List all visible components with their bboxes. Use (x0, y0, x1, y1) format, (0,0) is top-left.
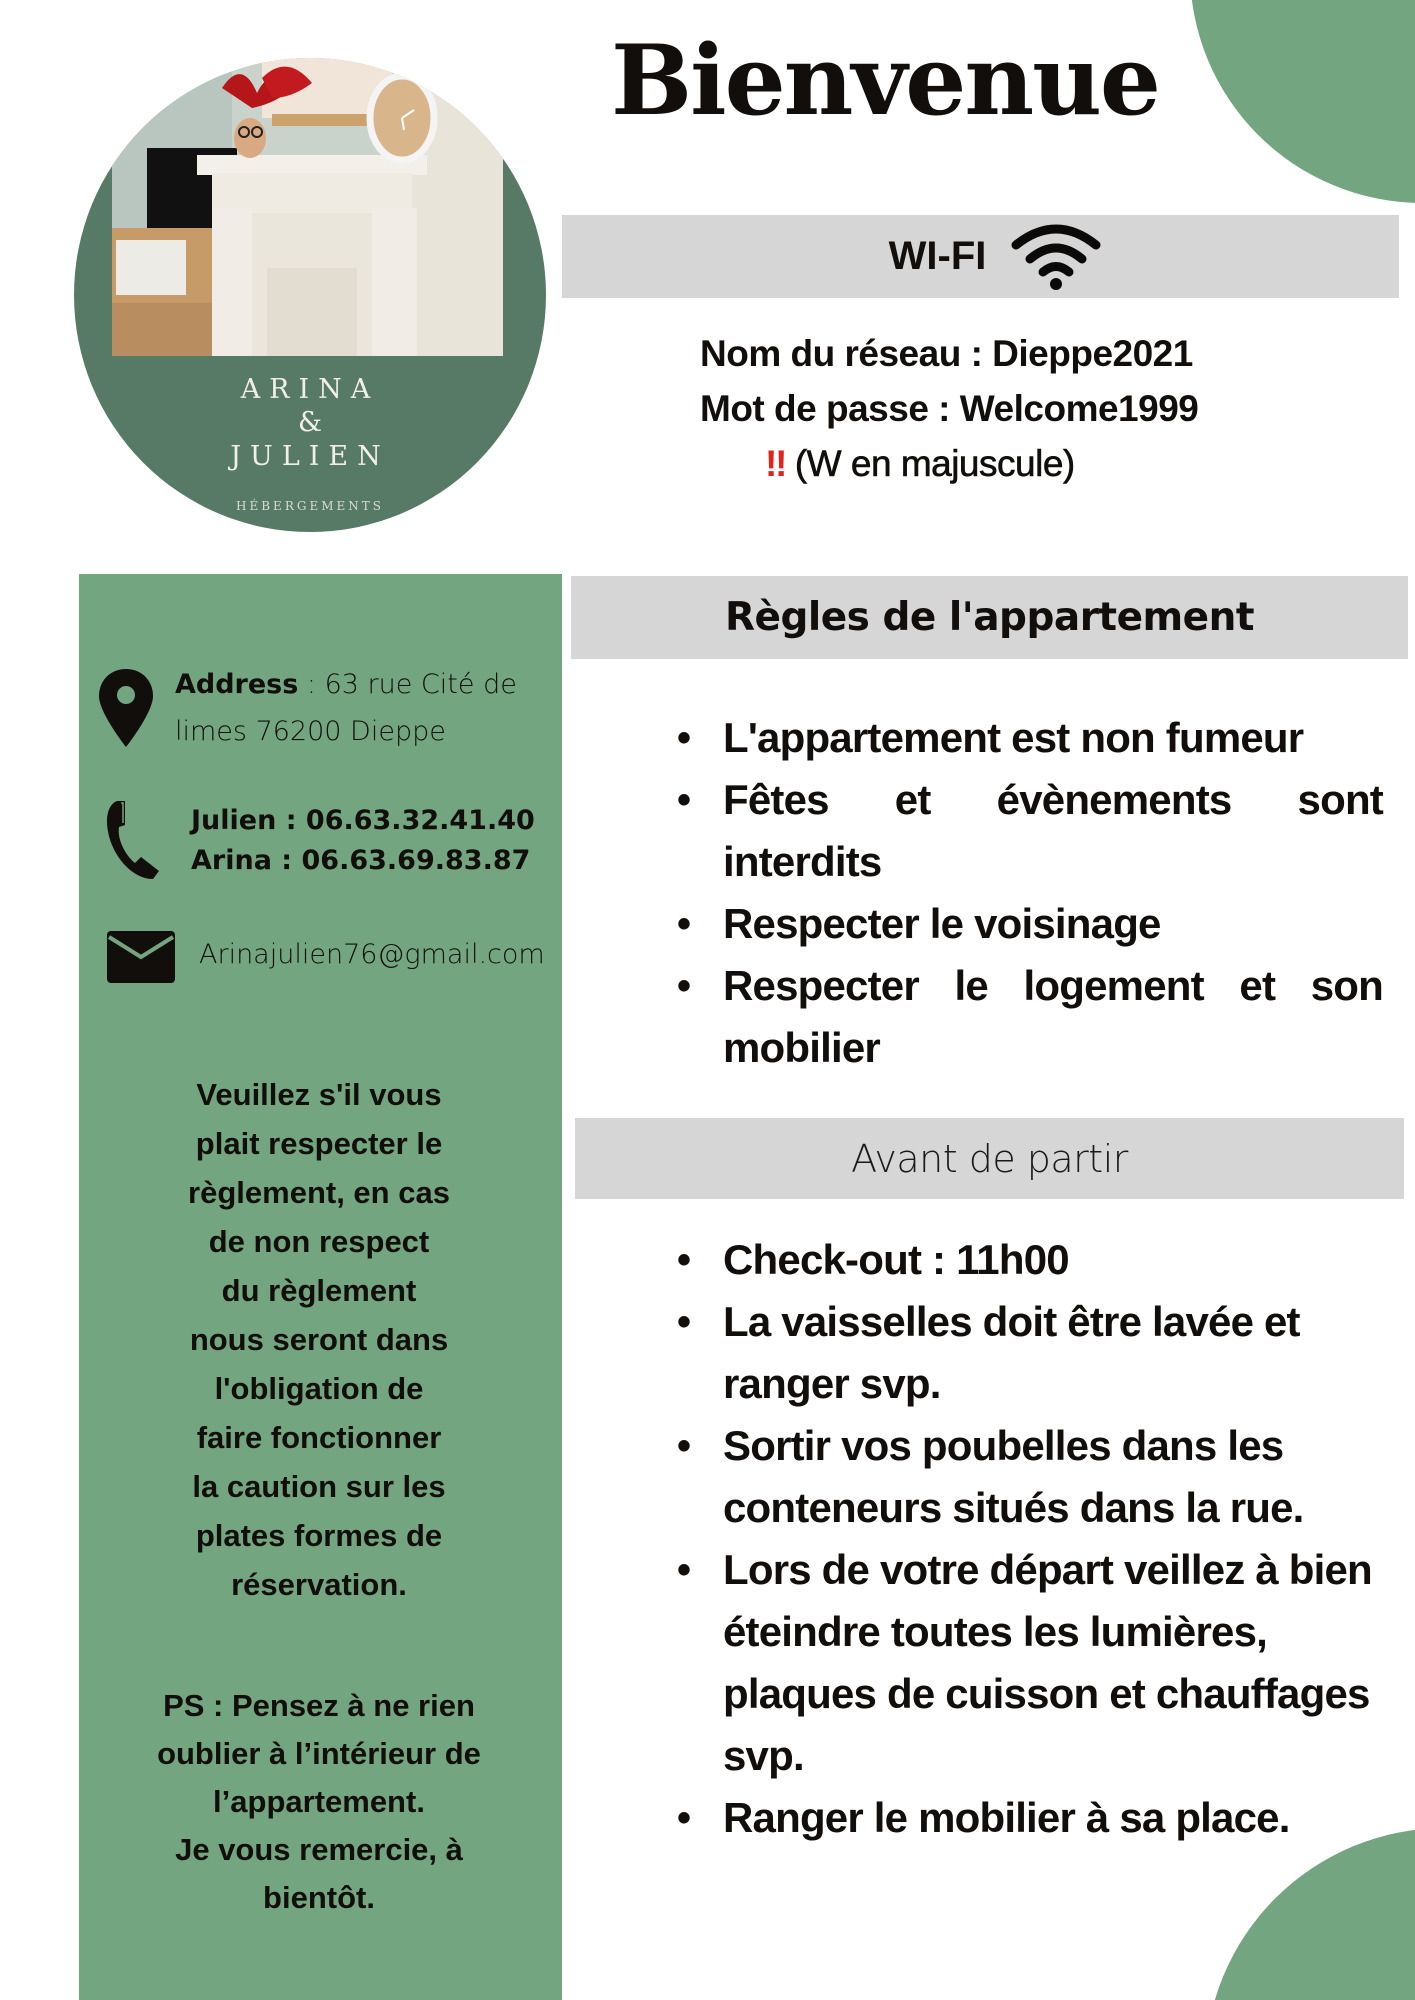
wifi-label: WI-FI (888, 234, 987, 278)
notice-line: du règlement (221, 1273, 417, 1308)
wifi-details (700, 326, 1198, 491)
phone-julien[interactable]: Julien : 06.63.32.41.40 (191, 805, 535, 836)
rule-item: • Respecter le voisinage (683, 893, 1383, 955)
wifi-password: Mot de passe : Welcome1999 (700, 388, 1199, 429)
contact-sidebar (79, 574, 562, 2000)
double-exclamation-warning-icon: ‼ (765, 443, 787, 484)
departure-item: • Sortir vos poubelles dans les conteneurs situés dans la rue. (683, 1415, 1383, 1539)
ps-line: PS : Pensez à ne rien (163, 1688, 475, 1723)
departure-list (683, 1229, 1383, 1849)
rule-item: • Fêtes et évènements sont interdits (683, 769, 1383, 893)
address-text (175, 661, 535, 755)
logo-ampersand: & (297, 407, 323, 438)
wifi-password-note (700, 436, 1198, 491)
fireplace-photo-illustration (112, 58, 503, 356)
logo-name-julien: JULIEN (230, 441, 390, 472)
notice-line: plait respecter le (195, 1126, 443, 1161)
departure-title: Avant de partir (851, 1136, 1128, 1181)
notice-line: plates formes de (195, 1518, 443, 1553)
rule-item: • L'appartement est non fumeur (683, 707, 1383, 769)
phone-numbers (191, 801, 535, 881)
notice-line: Veuillez s'il vous (196, 1077, 442, 1112)
rules-notice (109, 1070, 529, 1609)
page-title: Bienvenue (610, 24, 1159, 137)
rule-item: • Respecter le logement et son mobilier (683, 955, 1383, 1079)
departure-item: • Ranger le mobilier à sa place. (683, 1787, 1383, 1849)
phone-row (103, 799, 535, 881)
rules-list (683, 707, 1383, 1079)
notice-line: faire fonctionner (196, 1420, 442, 1455)
wifi-icon (1010, 223, 1102, 291)
departure-header-bar (575, 1118, 1404, 1199)
mail-icon (107, 931, 175, 983)
ps-line: l’appartement. (213, 1784, 425, 1819)
logo-name-arina: ARINA (240, 374, 380, 405)
notice-line: la caution sur les (192, 1469, 446, 1504)
rules-header-bar (571, 576, 1408, 659)
departure-item: • Check-out : 11h00 (683, 1229, 1383, 1291)
address-row (97, 667, 535, 755)
location-pin-icon (97, 667, 155, 749)
address-value: : 63 rue Cité de limes 76200 Dieppe (175, 669, 517, 747)
notice-line: règlement, en cas (188, 1175, 450, 1210)
departure-item: • Lors de votre départ veillez à bien éteindre toutes les lumières, plaques de cuisson et chauffages svp. (683, 1539, 1383, 1787)
ps-line: Je vous remercie, à (175, 1832, 463, 1867)
phone-icon (103, 799, 165, 881)
notice-line: l'obligation de (214, 1371, 424, 1406)
ps-message (99, 1682, 539, 1922)
notice-line: de non respect (208, 1224, 430, 1259)
phone-arina[interactable]: Arina : 06.63.69.83.87 (191, 845, 531, 876)
logo-badge (74, 58, 546, 532)
ps-line: bientôt. (263, 1880, 375, 1915)
departure-item: • La vaisselles doit être lavée et ranger svp. (683, 1291, 1383, 1415)
wifi-network-name: Nom du réseau : Dieppe2021 (700, 333, 1193, 374)
notice-line: nous seront dans (189, 1322, 449, 1357)
notice-line: réservation. (231, 1567, 407, 1602)
decorative-circle-top-right (1190, 0, 1415, 203)
email-row (107, 931, 545, 983)
address-label: Address (175, 669, 299, 700)
decorative-circle-bottom-right (1205, 1828, 1415, 2000)
email-address[interactable]: Arinajulien76@gmail.com (199, 939, 545, 970)
wifi-note-text: (W en majuscule) (794, 443, 1075, 484)
logo-photo (112, 58, 503, 356)
wifi-header-bar (562, 215, 1399, 298)
ps-line: oublier à l’intérieur de (157, 1736, 481, 1771)
logo-tagline: HÉBERGEMENTS (236, 499, 384, 513)
rules-title: Règles de l'appartement (724, 595, 1255, 640)
logo-text (74, 373, 546, 513)
